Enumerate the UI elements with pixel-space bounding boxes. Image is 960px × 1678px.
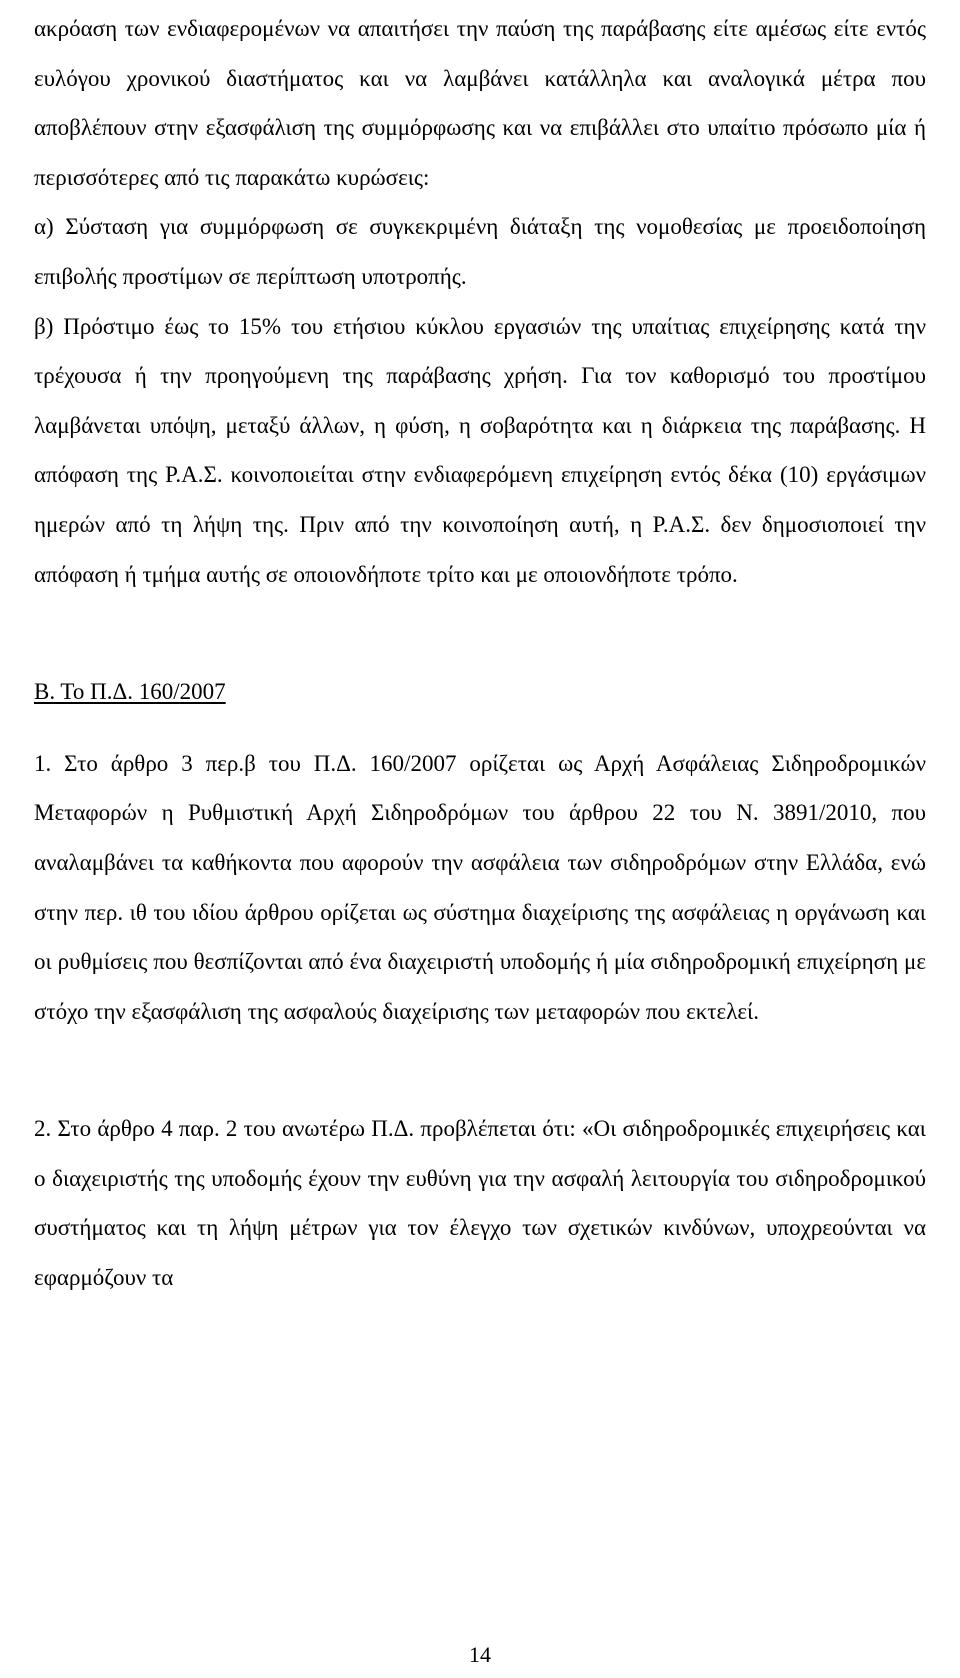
section-heading: Β. Το Π.Δ. 160/2007 [34, 679, 226, 705]
paragraph-article-3: 1. Στο άρθρο 3 περ.β του Π.Δ. 160/2007 ορίζεται ως Αρχή Ασφάλειας Σιδηροδρομικών Μεταφορών η Ρυθμιστική Αρχή Σιδηροδρόμων του άρθρου 22 του Ν. 3891/2010, που αναλαμβάνει τα καθήκοντα που αφορούν την ασφάλεια των σιδηροδρόμων στην Ελλάδα, ενώ στην περ. ιθ του ιδίου άρθρου ορίζεται ως σύστημα διαχείρισης της ασφάλειας η οργάνωση και οι ρυθμίσεις που θεσπίζονται από ένα διαχειριστή υποδομής ή μία σιδηροδρομική επιχείρηση με στόχο την εξασφάλιση της ασφαλούς διαχείρισης των μεταφορών που εκτελεί. [34, 750, 926, 1024]
paragraph-hearing-sanctions: ακρόαση των ενδιαφερομένων να απαιτήσει την παύση της παράβασης είτε αμέσως είτε εντός ευλόγου χρονικού διαστήματος και να λαμβάνει κατάλληλα και αναλογικά μέτρα που αποβλέπουν στην εξασφάλιση της συμμόρφωσης και να επιβάλλει στο υπαίτιο πρόσωπο μία ή περισσότερες από τις παρακάτω κυρώσεις: [34, 16, 926, 190]
document-page [34, 0, 926, 1303]
paragraph-article-4: 2. Στο άρθρο 4 παρ. 2 του ανωτέρω Π.Δ. προβλέπεται ότι: «Οι σιδηροδρομικές επιχειρήσεις και ο διαχειριστής της υποδομής έχουν την ευθύνη για την ασφαλή λειτουργία του σιδηροδρομικού συστήματος και τη λήψη μέτρων για τον έλεγχο των σχετικών κινδύνων, υποχρεούνται να εφαρμόζουν τα [34, 1116, 926, 1291]
page-number: 14 [469, 1642, 491, 1667]
paragraph-fine: β) Πρόστιμο έως το 15% του ετήσιου κύκλου εργασιών της υπαίτιας επιχείρησης κατά την τρέχουσα ή την προηγούμενη της παράβασης χρήση. Για τον καθορισμό του προστίμου λαμβάνεται υπόψη, μεταξύ άλλων, η φύση, η σοβαρότητα και η διάρκεια της παράβασης. Η απόφαση της Ρ.Α.Σ. κοινοποιείται στην ενδιαφερόμενη επιχείρηση εντός δέκα (10) εργάσιμων ημερών από τη λήψη της. Πριν από την κοινοποίηση αυτή, η Ρ.Α.Σ. δεν δημοσιοποιεί την απόφαση ή τμήμα αυτής σε οποιονδήποτε τρίτο και με οποιονδήποτε τρόπο. [34, 313, 926, 587]
paragraph-recommendation: α) Σύσταση για συμμόρφωση σε συγκεκριμένη διάταξη της νομοθεσίας με προειδοποίηση επιβολής προστίμων σε περίπτωση υποτροπής. [34, 214, 926, 289]
